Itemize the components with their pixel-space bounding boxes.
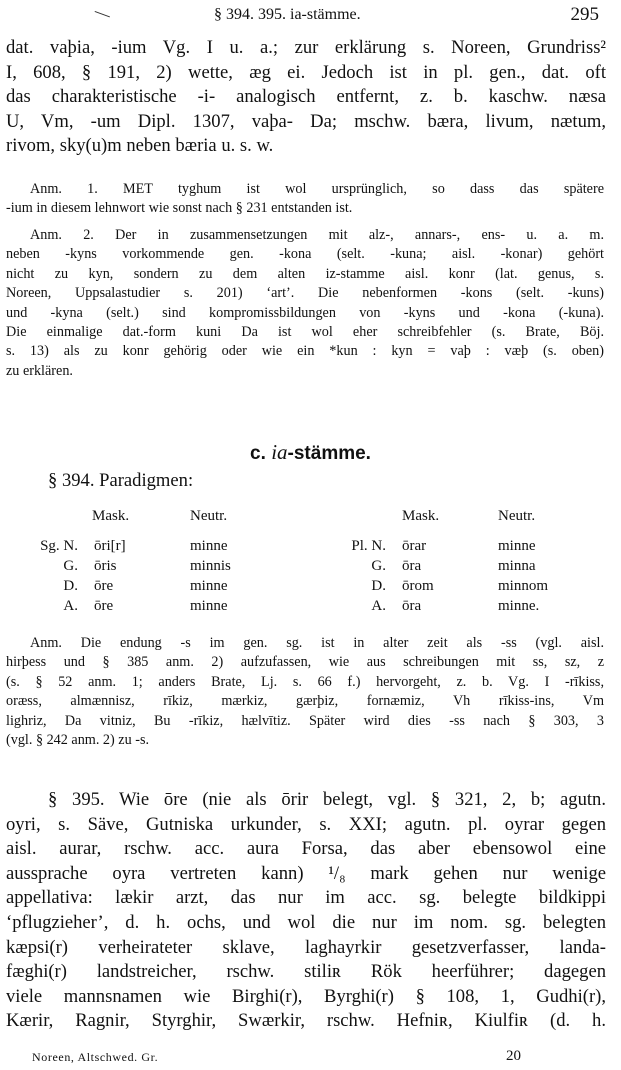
pl-header-neutr: Neutr.	[498, 508, 536, 524]
sg-header-neutr: Neutr.	[190, 508, 228, 524]
text-line: s. 13) als zu konr gehörig oder wie ein *kun : kyn = vaþ : væþ (s. oben)	[6, 343, 604, 360]
signature-mark: 20	[506, 1048, 521, 1064]
sg-header-mask: Mask.	[92, 508, 130, 524]
corner-mark	[95, 2, 114, 18]
text-line: neben -kyns vorkommende gen. -kona (selt. -kuna; aisl. -konar) gehört	[6, 246, 604, 263]
text-line: -ium in diesem lehnwort wie sonst nach § 231 entstanden ist.	[6, 200, 353, 217]
text-line: lighriz, Da vitniz, Bu -rīkiz, hælvītiz. Später wird dies -ss nach § 303, 3	[6, 712, 604, 729]
pl-neutr-form: minnom	[498, 578, 549, 594]
text-line: Anm. Die endung -s im gen. sg. ist in alter zeit als -ss (vgl. aisl.	[30, 635, 604, 651]
text-line: I, 608, § 191, 2) wette, æg ei. Jedoch ist in pl. gen., dat. oft	[6, 61, 606, 83]
text-line: fæghi(r) landstreicher, rschw. stiliʀ Rök heerführer; dagegen	[6, 961, 606, 983]
text-line: kæpsi(r) verheirateter sklave, laghayrkir gesetzverfasser, landa-	[6, 936, 606, 958]
text-line: Noreen, Uppsalastudier s. 201) ‘art’. Die nebenformen -kons (selt. -kuns)	[6, 285, 604, 302]
pl-mask-form: ōrar	[402, 538, 427, 554]
text-line: U, Vm, -um Dipl. 1307, vaþa- Da; mschw. bæra, livum, nætum,	[6, 110, 606, 132]
sg-neutr-form: minnis	[190, 558, 231, 574]
pl-neutr-form: minne	[498, 538, 536, 554]
pl-case: Pl. N.	[351, 538, 386, 554]
top-paragraph	[6, 36, 606, 159]
pl-neutr-form: minne.	[498, 598, 540, 614]
page-number: 295	[570, 4, 599, 25]
text-line: und -kyna (selt.) sind kompromissbildungen von -kyns und -kona (-kuna).	[6, 304, 604, 321]
text-line: oyri, s. Säve, Gutniska urkunder, s. XXI; agutn. pl. oyrar gegen	[6, 813, 606, 835]
text-line: oræss, almænnisz, rīkiz, mærkiz, gærþiz, fornæmiz, Vh rīkiss-ins, Vm	[6, 693, 604, 710]
text-line: zu erklären.	[6, 362, 73, 379]
sg-neutr-form: minne	[190, 538, 228, 554]
sg-neutr-form: minne	[190, 598, 228, 614]
pl-header-mask: Mask.	[402, 508, 440, 524]
pl-neutr-form: minna	[498, 558, 536, 574]
text-line: appellativa: lækir arzt, das nur im acc. sg. belegte bildkippi	[6, 887, 606, 909]
text-line: aussprache oyra vertreten kann) ¹/₈ mark gehen nur wenige	[6, 862, 606, 884]
text-line: § 395. Wie ōre (nie als ōrir belegt, vgl. § 321, 2, b; agutn.	[48, 789, 606, 810]
pl-case: D.	[371, 578, 386, 594]
pl-case: G.	[371, 558, 386, 574]
sg-mask-form: ōri[r]	[94, 538, 126, 554]
text-line: (vgl. § 242 anm. 2) zu -s.	[6, 732, 150, 749]
running-title: § 394. 395. ia-stämme.	[214, 6, 361, 23]
text-line: Anm. 2. Der in zusammensetzungen mit alz-, annars-, ens- u. a. m.	[30, 227, 604, 243]
running-head	[0, 4, 621, 28]
section-heading	[0, 440, 621, 465]
pl-mask-form: ōra	[402, 558, 422, 574]
text-line: hirþess und § 385 anm. 2) aufzufassen, wie aus schreibungen mit ss, sz, z	[6, 654, 604, 671]
page-footer	[0, 1048, 621, 1068]
text-line: viele mannsnamen wie Birghi(r), Byrghi(r) § 108, 1, Gudhi(r),	[6, 985, 606, 1007]
sg-case: A.	[63, 598, 78, 614]
pl-mask-form: ōra	[402, 598, 422, 614]
sg-mask-form: ōris	[94, 558, 117, 574]
anmerkung-2	[6, 226, 604, 381]
sg-mask-form: ōre	[94, 578, 114, 594]
paradigm-title: § 394. Paradigmen:	[48, 470, 194, 491]
section-prefix: c.	[250, 443, 266, 464]
sg-case: D.	[63, 578, 78, 594]
anmerkung-paradigm	[6, 634, 604, 750]
text-line: rivom, sky(u)m neben bæria u. s. w.	[6, 135, 274, 157]
pl-case: A.	[371, 598, 386, 614]
paragraph-395	[6, 788, 606, 1034]
text-line: dat. vaþia, -ium Vg. I u. a.; zur erklärung s. Noreen, Grundriss²	[6, 37, 606, 58]
text-line: nicht zu kyn, sondern zu dem alten iz-stamme aisl. konr (lat. genus, s.	[6, 265, 604, 282]
text-line: Anm. 1. MET tyghum ist wol ursprünglich, so dass das spätere	[30, 181, 604, 197]
section-suffix: -stämme.	[287, 443, 371, 464]
sg-mask-form: ōre	[94, 598, 114, 614]
text-line: das charakteristische -i- analogisch entfernt, z. b. kaschw. næsa	[6, 86, 606, 108]
anmerkung-1	[6, 180, 604, 219]
text-line: Die einmalige dat.-form kuni Da ist wol eher schreibfehler (s. Brate, Böj.	[6, 324, 604, 341]
text-line: Kærir, Ragnir, Styrghir, Swærkir, rschw. Hefniʀ, Kiulfiʀ (d. h.	[6, 1010, 606, 1032]
sg-case: Sg. N.	[40, 538, 78, 554]
sg-case: G.	[63, 558, 78, 574]
section-stem: ia	[271, 440, 288, 464]
pl-mask-form: ōrom	[402, 578, 434, 594]
sg-neutr-form: minne	[190, 578, 228, 594]
footer-source: Noreen, Altschwed. Gr.	[32, 1050, 159, 1064]
text-line: (s. § 52 anm. 1; anders Brate, Lj. s. 66 f.) hervorgeht, z. b. Vg. I -rīkiss,	[6, 673, 604, 690]
text-line: aisl. aurar, rschw. acc. aura Forsa, das aber ebensowol eine	[6, 838, 606, 860]
text-line: ‘pflugzieher’, d. h. ochs, und wol die nur im nom. sg. belegten	[6, 911, 606, 933]
